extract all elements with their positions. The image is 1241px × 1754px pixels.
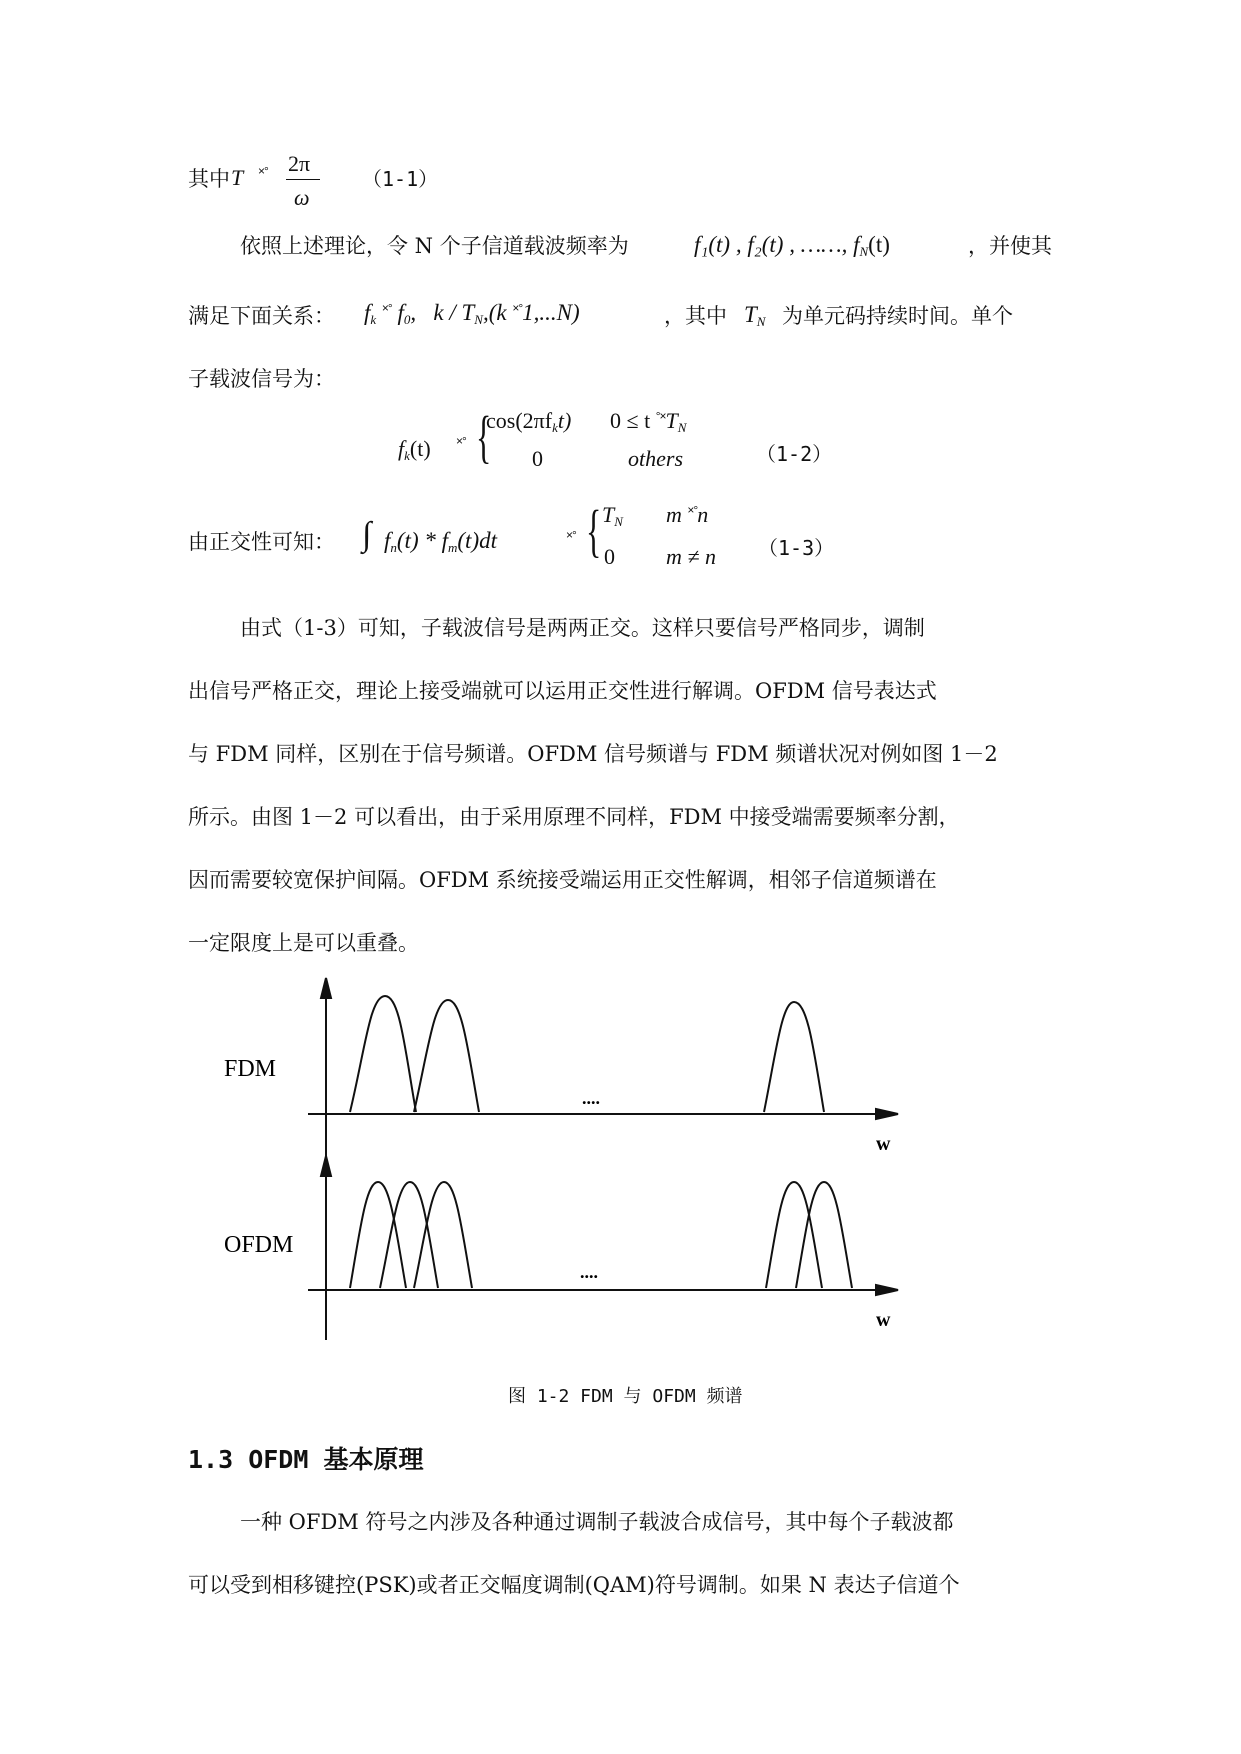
ofdm-y-arrow bbox=[321, 1156, 331, 1176]
para-1-line-3: 子载波信号为： bbox=[188, 367, 335, 391]
section-title: 基本原理 bbox=[323, 1445, 424, 1474]
formula-1-3-expr bbox=[384, 528, 497, 556]
para-1-line-1 bbox=[240, 236, 629, 257]
para-1-line-2-tn: $T_N$ bbox=[744, 302, 766, 329]
formula-1-2-cos: cos(2πf bbox=[486, 408, 553, 433]
formula-1-2-row2-expr: 0 bbox=[532, 446, 543, 471]
relation-k-over-t: k / T bbox=[433, 300, 475, 325]
formula-1-2-cond-tail: T bbox=[665, 408, 678, 433]
formula-1-3-fn: f bbox=[384, 528, 391, 553]
formula-1-3-m: m bbox=[448, 540, 458, 555]
fdm-subcarrier-n bbox=[764, 1002, 824, 1112]
formula-1-2-f: f bbox=[398, 436, 405, 461]
fdm-y-arrow bbox=[321, 978, 331, 998]
formula-1-3-m-eq: m bbox=[666, 502, 682, 527]
para-3-line-1: 一种 OFDM 符号之内涉及各种通过调制子载波合成信号，其中每个子载波都 bbox=[240, 1510, 954, 1534]
formula-1-1-fraction-bar bbox=[286, 179, 320, 180]
formula-1-1-garble: ×° bbox=[258, 164, 268, 178]
formula-1-2-row1-expr bbox=[486, 408, 571, 436]
formula-1-1 bbox=[188, 151, 568, 215]
para-3-line-2: 可以受到相移键控(PSK)或者正交幅度调制(QAM)符号调制。如果 N 表达子信道个 bbox=[188, 1573, 960, 1597]
formula-1-3-number: （1-3） bbox=[758, 536, 835, 560]
para-2-line-5: 因而需要较宽保护间隔。OFDM 系统接受端运用正交性解调，相邻子信道频谱在 bbox=[188, 868, 937, 892]
formula-1-2-number: （1-2） bbox=[756, 442, 833, 466]
section-number: 1.3 OFDM bbox=[188, 1445, 309, 1474]
para-1-line-2-text: 满足下面关系： bbox=[188, 304, 335, 328]
para-1-line-1-math: f₁(t) , f₂(t) , ……, $f_N(t)$ bbox=[694, 232, 890, 259]
para-1-line-2-mid: ，其中 bbox=[664, 304, 727, 328]
formula-1-3-row2-cond: m ≠ n bbox=[666, 544, 716, 569]
para-1-line-1-math-text: f₁(t) , f₂(t) , ……, f bbox=[694, 232, 860, 257]
para-1-line-2-tail: 为单元码持续时间。单个 bbox=[782, 304, 1013, 328]
fdm-subcarrier-1 bbox=[350, 996, 416, 1112]
fdm-subcarrier-2 bbox=[414, 1000, 479, 1112]
formula-1-2-lhs bbox=[398, 436, 431, 464]
formula-1-2-row1-cond: 0 ≤ t $^{^\circ\times}T_N$ bbox=[610, 408, 687, 435]
spectrum-figure-svg bbox=[200, 960, 940, 1340]
relation-range: 1,...N) bbox=[522, 300, 580, 325]
formula-1-3-prefix: 由正交性可知： bbox=[188, 530, 335, 554]
formula-1-3 bbox=[188, 498, 888, 582]
fdm-ellipsis: .... bbox=[582, 1088, 600, 1108]
formula-1-3-mid: (t) * f bbox=[396, 528, 448, 553]
formula-1-2-cos-sub: k bbox=[552, 420, 558, 435]
formula-1-3-row1-cond: m ×°n bbox=[666, 502, 709, 527]
para-2-line-1: 由式（1-3）可知，子载波信号是两两正交。这样只要信号严格同步，调制 bbox=[240, 616, 925, 640]
formula-1-2-garble: ×° bbox=[456, 434, 466, 448]
tn-symbol: T bbox=[744, 302, 757, 327]
para-1-line-1-tail: ，并使其 bbox=[968, 234, 1052, 258]
spectrum-figure bbox=[200, 960, 940, 1340]
fdm-label: FDM bbox=[224, 1056, 277, 1082]
ofdm-x-arrow bbox=[876, 1285, 898, 1295]
ofdm-axis-label: w bbox=[876, 1309, 891, 1331]
formula-1-1-number: （1-1） bbox=[362, 167, 439, 191]
formula-1-3-tn: T bbox=[602, 502, 615, 527]
formula-1-3-dt: (t)dt bbox=[457, 528, 497, 553]
relation-f0: f bbox=[397, 300, 404, 325]
ofdm-ellipsis: .... bbox=[580, 1262, 598, 1282]
figure-caption: 图 1-2 FDM 与 OFDM 频谱 bbox=[508, 1386, 743, 1407]
formula-1-2-cond: 0 ≤ t bbox=[610, 408, 651, 433]
para-2-line-2: 出信号严格正交，理论上接受端就可以运用正交性进行解调。OFDM 信号表达式 bbox=[188, 679, 937, 703]
para-2-line-3: 与 FDM 同样，区别在于信号频谱。OFDM 信号频谱与 FDM 频谱状况对例如图 1－2 bbox=[188, 742, 998, 766]
formula-1-1-denominator: ω bbox=[294, 185, 310, 210]
formula-1-3-row2-val: 0 bbox=[604, 544, 615, 569]
para-1-line-2-math: $f_k$ ×° $f_0$, k / $T_N,(k$ ×°1,...N) bbox=[364, 300, 580, 327]
formula-1-3-row1-val: $T_N$ bbox=[602, 502, 623, 529]
fdm-axis-label: w bbox=[876, 1133, 891, 1155]
ofdm-subcarrier-1 bbox=[350, 1182, 406, 1288]
formula-1-2-row2-cond: others bbox=[628, 446, 683, 471]
formula-1-3-brace: { bbox=[586, 498, 602, 563]
para-2-line-6: 一定限度上是可以重叠。 bbox=[188, 931, 419, 955]
formula-1-3-n-eq: n bbox=[697, 502, 709, 527]
ofdm-label: OFDM bbox=[224, 1232, 294, 1258]
para-1-line-2 bbox=[188, 306, 335, 327]
formula-1-2-k: k bbox=[404, 448, 410, 463]
formula-1-1-prefix: 其中 bbox=[188, 167, 230, 191]
formula-1-3-garble: ×° bbox=[566, 528, 576, 542]
formula-1-1-lhs: T bbox=[231, 165, 244, 190]
formula-1-2 bbox=[398, 404, 848, 488]
formula-1-1-numerator: 2π bbox=[288, 151, 311, 176]
ofdm-subcarrier-3 bbox=[414, 1182, 472, 1288]
formula-1-2-brace: { bbox=[476, 404, 492, 469]
formula-1-2-arg: (t) bbox=[409, 436, 431, 461]
formula-1-2-cos-tail: t) bbox=[557, 408, 572, 433]
formula-1-3-n: n bbox=[390, 540, 397, 555]
fdm-x-arrow bbox=[876, 1109, 898, 1119]
relation-k: ,(k bbox=[482, 300, 507, 325]
para-2-line-4: 所示。由图 1－2 可以看出，由于采用原理不同样，FDM 中接受端需要频率分割， bbox=[188, 805, 960, 829]
relation-f: f bbox=[364, 300, 371, 325]
para-1-line-1-text: 依照上述理论，令 N 个子信道载波频率为 bbox=[240, 234, 629, 258]
section-heading bbox=[188, 1440, 424, 1476]
formula-1-3-integral: ∫ bbox=[362, 516, 372, 553]
